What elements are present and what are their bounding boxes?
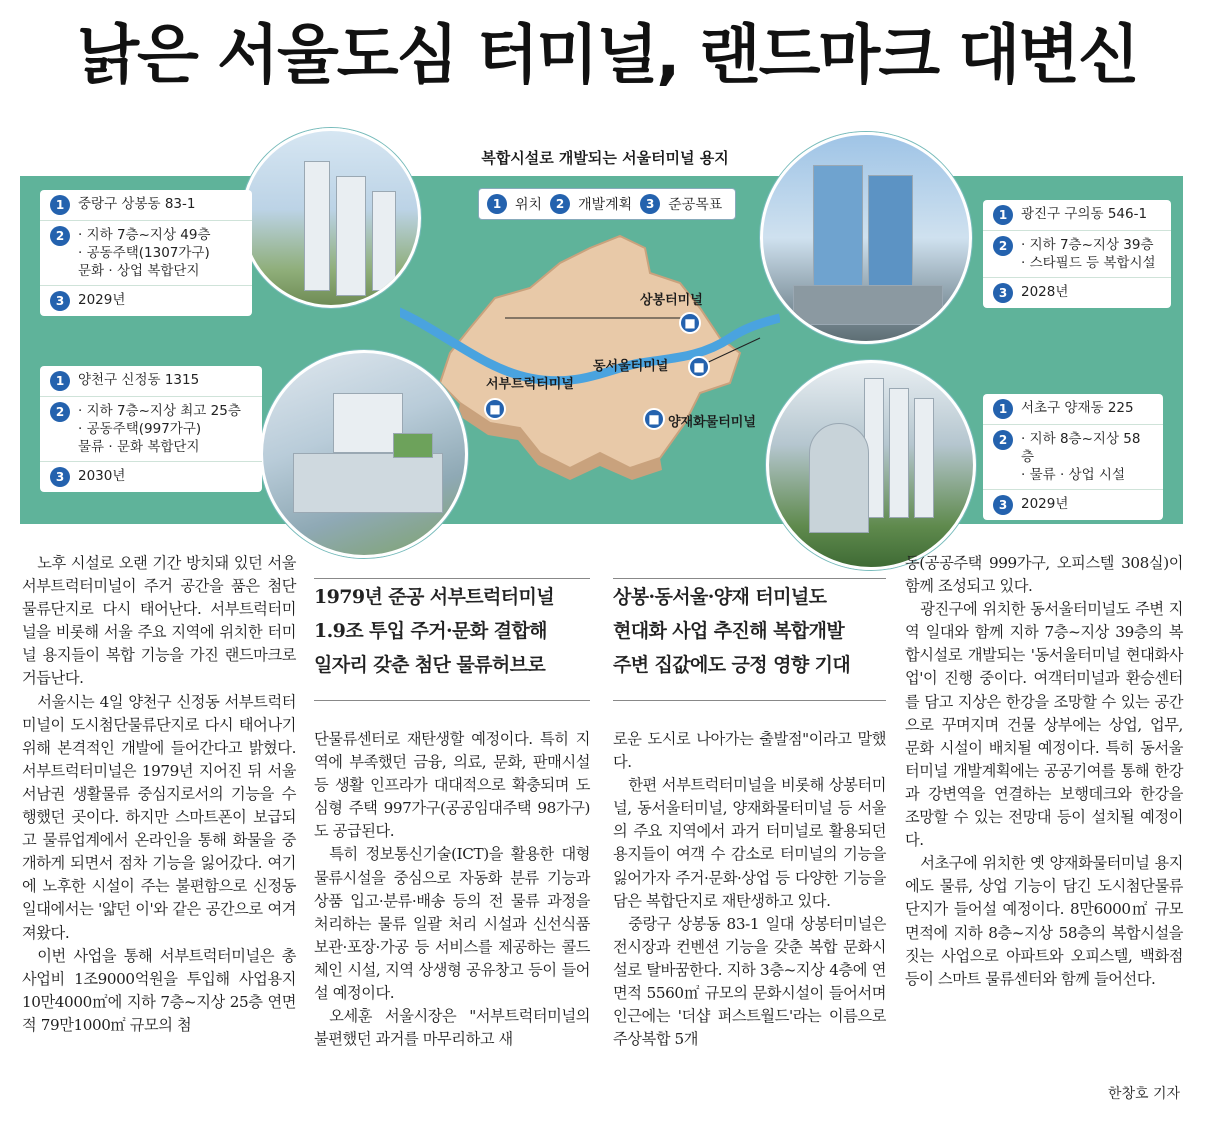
legend-number-2: 2	[550, 194, 570, 214]
map-label-sangbong: 상봉터미널	[640, 293, 703, 308]
sangbong-location: 중랑구 상봉동 83-1	[78, 196, 196, 212]
number-3: 3	[993, 495, 1013, 515]
paragraph: 이번 사업을 통해 서부트럭터미널은 총 사업비 1조9000억원을 투입해 사업용지 10만4000㎡에 지하 7층~지상 25층 연면적 79만1000㎡ 규모의 첨	[22, 946, 296, 1034]
legend-number-1: 1	[487, 194, 507, 214]
bus-icon: ■	[679, 312, 701, 334]
article-column-1	[22, 552, 296, 1037]
dongseoul-location: 광진구 구의동 546-1	[1021, 206, 1148, 222]
info-box-sangbong	[40, 190, 252, 316]
number-1: 1	[993, 205, 1013, 225]
number-3: 3	[50, 291, 70, 311]
seobu-target: 2030년	[78, 468, 126, 484]
paragraph: 서초구에 위치한 옛 양재화물터미널 용지에도 물류, 상업 기능이 담긴 도시첨단물류단지가 들어설 예정이다. 8만6000㎡ 규모 면적에 지하 8층~지상 58층의 복합시설을 짓는 사업으로 아파트와 오피스텔, 백화점 등이 스마트 물류센터와 함께 들어선다.	[905, 854, 1183, 988]
number-1: 1	[993, 399, 1013, 419]
number-1: 1	[50, 371, 70, 391]
paragraph: 특히 정보통신기술(ICT)을 활용한 대형 물류시설을 중심으로 자동화 분류 기능과 상품 입고·분류·배송 등의 전 물류 과정을 처리하는 물류 일괄 처리 시설과 신선식품 보관·포장·가공 등 서비스를 제공하는 콜드체인 시설, 지역 상생형 공유창고 등이 들어설 예정이다.	[314, 845, 590, 1003]
headline: 낡은 서울도심 터미널, 랜드마크 대변신	[77, 19, 1138, 93]
paragraph: 로운 도시로 나아가는 출발점"이라고 말했다.	[613, 730, 886, 772]
number-2: 2	[50, 402, 70, 422]
number-1: 1	[50, 195, 70, 215]
paragraph: 노후 시설로 오랜 기간 방치돼 있던 서울 서부트럭터미널이 주거 공간을 품은 첨단 물류단지로 다시 태어난다. 서부트럭터미널을 비롯해 서울 주요 지역에 위치한 터미널 용지들이 복합 기능을 가진 랜드마크로 거듭난다.	[22, 554, 296, 688]
subheadline-line: 일자리 갖춘 첨단 물류허브로	[314, 654, 546, 676]
number-3: 3	[50, 467, 70, 487]
subhead-rule-top	[314, 578, 590, 579]
sangbong-plan: · 지하 7층~지상 49층 · 공동주택(1307가구) 문화 · 상업 복합단지	[78, 227, 211, 279]
paragraph: 서울시는 4일 양천구 신정동 서부트럭터미널이 도시첨단물류단지로 다시 태어나기 위해 본격적인 개발에 들어간다고 밝혔다. 서부트럭터미널은 1979년 지어진 뒤 서울 서남권 생활물류 중심지로서의 기능을 수행했던 곳이다. 하지만 스마트폰이 보급되고 물류업계에서 온라인을 통해 화물을 중개하게 되면서 점차 기능을 잃어갔다. 여기에 노후한 시설이 주는 불편함으로 신정동 일대에서는 '얇던 이'와 같은 공간으로 여겨져왔다.	[22, 692, 296, 942]
subhead-rule-top	[613, 578, 886, 579]
subheadline-line: 현대화 사업 추진해 복합개발	[613, 620, 845, 642]
info-box-seobu	[40, 366, 262, 492]
map-label-dongseoul: 동서울터미널	[593, 359, 669, 374]
legend	[478, 188, 736, 220]
paragraph: 한편 서부트럭터미널을 비롯해 상봉터미널, 동서울터미널, 양재화물터미널 등 서울의 주요 지역에서 과거 터미널로 활용되던 용지들이 여객 수 감소로 터미널의 기능을 잃어가자 주거·문화·상업 등 다양한 기능을 담은 복합단지로 재탄생하고 있다.	[613, 776, 886, 910]
info-box-dongseoul	[983, 200, 1171, 308]
number-3: 3	[993, 283, 1013, 303]
infographic-title: 복합시설로 개발되는 서울터미널 용지	[481, 149, 729, 167]
subheadline-line: 주변 집값에도 긍정 영향 기대	[613, 654, 851, 676]
subheadline-right	[613, 580, 895, 682]
seobu-plan: · 지하 7층~지상 최고 25층 · 공동주택(997가구) 물류 · 문화 복합단지	[78, 403, 241, 455]
seobu-location: 양천구 신정동 1315	[78, 372, 200, 388]
yangjae-location: 서초구 양재동 225	[1021, 400, 1134, 416]
dongseoul-rendering	[760, 132, 972, 344]
map-label-yangjae: 양재화물터미널	[668, 415, 756, 430]
dongseoul-target: 2028년	[1021, 284, 1069, 300]
paragraph: 광진구에 위치한 동서울터미널도 주변 지역 일대와 함께 지하 7층~지상 39층의 복합시설로 개발되는 '동서울터미널 현대화사업'이 진행 중이다. 여객터미널과 환승센터를 담고 지상은 한강을 조망할 수 있는 공간으로 꾸며지며 건물 상부에는 상업, 업무, 문화 시설이 배치될 예정이다. 특히 동서울터미널 개발계획에는 공공기여를 통해 한강과 강변역을 연결하는 보행데크와 한강을 조망할 수 있는 전망대 등이 설치될 예정이다.	[905, 600, 1183, 850]
yangjae-rendering	[766, 360, 976, 570]
paragraph: 중랑구 상봉동 83-1 일대 상봉터미널은 전시장과 컨벤션 기능을 갖춘 복합 문화시설로 탈바꿈한다. 지하 3층~지상 4층에 연면적 5560㎡ 규모의 문화시설이 들어서며 인근에는 '더샵 퍼스트월드'라는 이름으로 주상복합 5개	[613, 914, 886, 1049]
paragraph: 단물류센터로 재탄생할 예정이다. 특히 지역에 부족했던 금융, 의료, 문화, 판매시설 등 생활 인프라가 대대적으로 확충되며 도심형 주택 997가구(공공임대주택 98가구)도 공급된다.	[314, 730, 590, 841]
number-2: 2	[993, 430, 1013, 450]
sangbong-rendering	[241, 128, 421, 308]
subheadline-line: 1.9조 투입 주거·문화 결합해	[314, 620, 547, 642]
subheadline-line: 상봉·동서울·양재 터미널도	[613, 586, 827, 608]
article-column-3	[613, 728, 886, 1051]
bus-icon: ■	[484, 398, 506, 420]
byline: 한창호 기자	[1107, 1086, 1180, 1102]
article-column-2	[314, 728, 590, 1051]
yangjae-target: 2029년	[1021, 496, 1069, 512]
number-2: 2	[993, 236, 1013, 256]
info-box-yangjae	[983, 394, 1163, 520]
subheadline-line: 1979년 준공 서부트럭터미널	[314, 586, 555, 608]
subheadline-left	[314, 580, 596, 682]
seobu-rendering	[260, 350, 468, 558]
subhead-rule-bottom	[613, 700, 886, 701]
subhead-rule-bottom	[314, 700, 590, 701]
sangbong-target: 2029년	[78, 292, 126, 308]
number-2: 2	[50, 226, 70, 246]
paragraph: 오세훈 서울시장은 "서부트럭터미널의 불편했던 과거를 마무리하고 새	[314, 1007, 590, 1049]
paragraph: 동(공공주택 999가구, 오피스텔 308실)이 함께 조성되고 있다.	[905, 554, 1183, 596]
legend-number-3: 3	[640, 194, 660, 214]
bus-icon: ■	[643, 408, 665, 430]
legend-plan: 개발계획	[578, 197, 633, 213]
bus-icon: ■	[688, 356, 710, 378]
legend-target: 준공목표	[668, 197, 723, 213]
map-label-seobu: 서부트럭터미널	[486, 377, 574, 392]
article-column-4	[905, 552, 1183, 991]
yangjae-plan: · 지하 8층~지상 58층 · 물류 · 상업 시설	[1021, 431, 1141, 483]
dongseoul-plan: · 지하 7층~지상 39층 · 스타필드 등 복합시설	[1021, 237, 1156, 271]
legend-location: 위치	[515, 197, 543, 213]
